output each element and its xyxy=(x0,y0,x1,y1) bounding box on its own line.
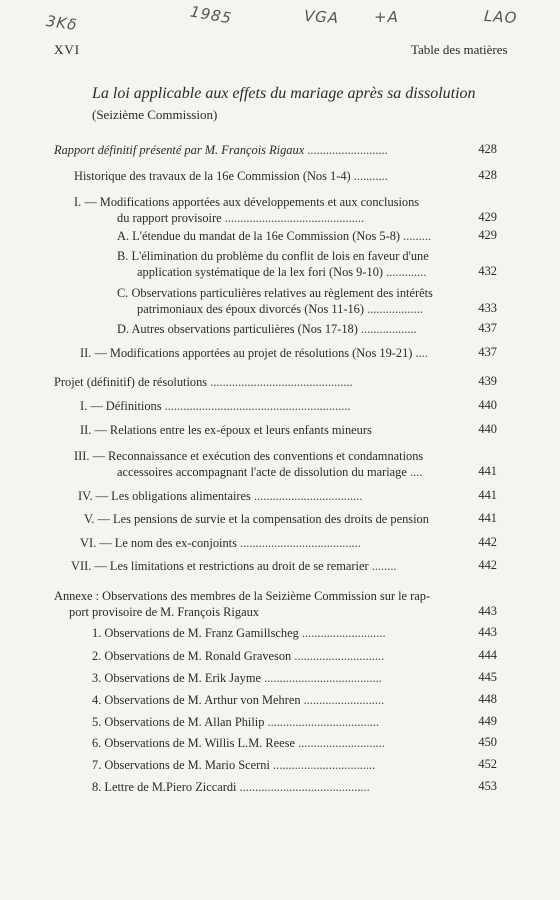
toc-entry xyxy=(117,228,431,244)
handwritten-note: 3Κδ xyxy=(44,11,79,35)
toc-leader-dots: .............................................. xyxy=(207,375,353,389)
toc-entry xyxy=(117,321,417,337)
toc-entry-text: 7. Observations de M. Mario Scerni xyxy=(92,758,270,772)
toc-entry-text: II. — Modifications apportées au projet de résolutions (Nos 19-21) xyxy=(80,346,413,360)
toc-page-number: 429 xyxy=(478,210,497,224)
toc-entry-text: port provisoire de M. François Rigaux xyxy=(69,605,259,619)
toc-entry xyxy=(78,488,362,504)
toc-entry xyxy=(92,670,382,686)
toc-entry-text: III. — Reconnaissance et exécution des conventions et condamnations xyxy=(74,449,424,463)
toc-entry xyxy=(74,194,419,210)
toc-entry-text: Rapport définitif présenté par M. François Rigaux xyxy=(54,143,305,157)
toc-entry xyxy=(54,142,388,158)
toc-entry xyxy=(54,588,430,604)
toc-leader-dots: ........ xyxy=(368,559,397,573)
page-number: XVI xyxy=(54,42,81,57)
toc-entry xyxy=(92,779,370,795)
toc-leader-dots: ............................. xyxy=(291,649,385,663)
toc-leader-dots: ............. xyxy=(383,265,427,279)
toc-leader-dots: ................................. xyxy=(269,758,376,772)
toc-entry xyxy=(92,648,384,664)
toc-entry xyxy=(117,464,422,480)
toc-page-number: 445 xyxy=(478,670,497,684)
toc-page-number: 432 xyxy=(478,264,497,278)
toc-entry-text: 8. Lettre de M.Piero Ziccardi xyxy=(92,780,237,794)
toc-entry xyxy=(80,422,372,438)
toc-entry xyxy=(71,558,397,574)
toc-entry-text: VI. — Le nom des ex-conjoints xyxy=(80,536,237,550)
toc-entry-text: du rapport provisoire xyxy=(117,211,222,225)
toc-entry xyxy=(74,168,388,184)
toc-entry xyxy=(92,714,379,730)
toc-entry-text: I. — Modifications apportées aux développements et aux conclusions xyxy=(74,195,420,209)
toc-leader-dots: .......................... xyxy=(304,143,388,157)
toc-entry-text: 4. Observations de M. Arthur von Mehren xyxy=(92,693,301,707)
toc-leader-dots: ...................................... xyxy=(260,671,382,685)
toc-entry xyxy=(92,625,386,641)
toc-page-number: 441 xyxy=(478,488,497,502)
toc-entry-text: D. Autres observations particulières (Nos 17-18) xyxy=(117,322,358,336)
handwritten-note: VGA xyxy=(303,6,340,28)
toc-leader-dots: ............................................. xyxy=(221,211,365,225)
toc-entry xyxy=(54,374,353,390)
toc-page-number: 429 xyxy=(478,228,497,242)
toc-entry xyxy=(80,535,361,551)
toc-page-number: 443 xyxy=(478,625,497,639)
section-subtitle: (Seizième Commission) xyxy=(92,107,218,122)
toc-leader-dots: .......................... xyxy=(300,693,385,707)
toc-entry xyxy=(69,604,259,620)
toc-entry-text: 1. Observations de M. Franz Gamillscheg xyxy=(92,626,299,640)
toc-entry xyxy=(92,757,375,773)
toc-entry xyxy=(117,285,433,301)
toc-entry-text: C. Observations particulières relatives au règlement des intérêts xyxy=(117,286,433,300)
toc-leader-dots: ........................... xyxy=(298,626,386,640)
toc-entry xyxy=(117,248,429,264)
toc-entry xyxy=(92,692,384,708)
toc-entry xyxy=(137,264,426,280)
toc-leader-dots: .................................... xyxy=(264,715,380,729)
toc-leader-dots: .................. xyxy=(364,302,423,316)
toc-entry-text: accessoires accompagnant l'acte de dissolution du mariage xyxy=(117,465,407,479)
toc-page-number: 450 xyxy=(478,735,497,749)
toc-entry xyxy=(84,511,429,527)
toc-entry xyxy=(74,448,423,464)
toc-entry-text: II. — Relations entre les ex-époux et leurs enfants mineurs xyxy=(80,423,372,437)
toc-entry-text: I. — Définitions xyxy=(80,399,162,413)
toc-entry-text: Annexe : Observations des membres de la Seizième Commission sur le rap- xyxy=(54,589,431,603)
toc-entry-text: VII. — Les limitations et restrictions au droit de se remarier xyxy=(71,559,369,573)
toc-entry-text: application systématique de la lex fori (Nos 9-10) xyxy=(137,265,384,279)
toc-page-number: 448 xyxy=(478,692,497,706)
toc-leader-dots: .................. xyxy=(357,322,417,336)
toc-entry-text: 5. Observations de M. Allan Philip xyxy=(92,715,265,729)
toc-entry-text: V. — Les pensions de survie et la compensation des droits de pension xyxy=(84,512,429,526)
toc-page-number: 439 xyxy=(478,374,497,388)
toc-page-number: 428 xyxy=(478,168,497,182)
toc-page-number: 443 xyxy=(478,604,497,618)
toc-leader-dots: .... xyxy=(406,465,423,479)
toc-entry xyxy=(80,345,428,361)
toc-leader-dots: .... xyxy=(412,346,428,360)
running-header: Table des matières xyxy=(411,42,508,57)
toc-leader-dots: ............................ xyxy=(295,736,385,750)
toc-leader-dots: ........... xyxy=(350,169,388,183)
toc-page-number: 442 xyxy=(478,535,497,549)
toc-page-number: 441 xyxy=(478,464,497,478)
toc-entry-text: 6. Observations de M. Willis L.M. Reese xyxy=(92,736,296,750)
toc-entry-text: patrimoniaux des époux divorcés (Nos 11-16) xyxy=(137,302,364,316)
handwritten-note: +A xyxy=(374,8,399,26)
toc-entry-text: A. L'étendue du mandat de la 16e Commission (Nos 5-8) xyxy=(117,229,401,243)
toc-page-number: 433 xyxy=(478,301,497,315)
toc-entry xyxy=(92,735,385,751)
toc-entry-text: B. L'élimination du problème du conflit de lois en faveur d'une xyxy=(117,249,429,263)
toc-page-number: 449 xyxy=(478,714,497,728)
toc-page-number: 452 xyxy=(478,757,497,771)
toc-page-number: 428 xyxy=(478,142,497,156)
toc-page-number: 440 xyxy=(478,398,497,412)
handwritten-note: LAO xyxy=(483,6,519,28)
toc-entry-text: 2. Observations de M. Ronald Graveson xyxy=(92,649,292,663)
handwritten-note: 1985 xyxy=(188,2,234,28)
toc-page-number: 453 xyxy=(478,779,497,793)
toc-entry-text: 3. Observations de M. Erik Jayme xyxy=(92,671,261,685)
toc-page-number: 444 xyxy=(478,648,497,662)
toc-entry xyxy=(137,301,423,317)
toc-leader-dots: ......... xyxy=(400,229,432,243)
toc-page-number: 441 xyxy=(478,511,497,525)
toc-page-number: 442 xyxy=(478,558,497,572)
toc-entry-text: Projet (définitif) de résolutions xyxy=(54,375,208,389)
section-title: La loi applicable aux effets du mariage après sa dissolution xyxy=(92,85,476,102)
toc-page-number: 440 xyxy=(478,422,497,436)
toc-page-number: 437 xyxy=(478,345,497,359)
toc-entry-text: IV. — Les obligations alimentaires xyxy=(78,489,251,503)
toc-leader-dots: ............................................................ xyxy=(161,399,351,413)
toc-entry xyxy=(117,210,364,226)
toc-leader-dots: ................................... xyxy=(250,489,363,503)
toc-entry-text: Historique des travaux de la 16e Commission (Nos 1-4) xyxy=(74,169,351,183)
toc-leader-dots: .......................................... xyxy=(236,780,370,794)
toc-entry xyxy=(80,398,351,414)
toc-leader-dots: ....................................... xyxy=(236,536,361,550)
toc-page-number: 437 xyxy=(478,321,497,335)
